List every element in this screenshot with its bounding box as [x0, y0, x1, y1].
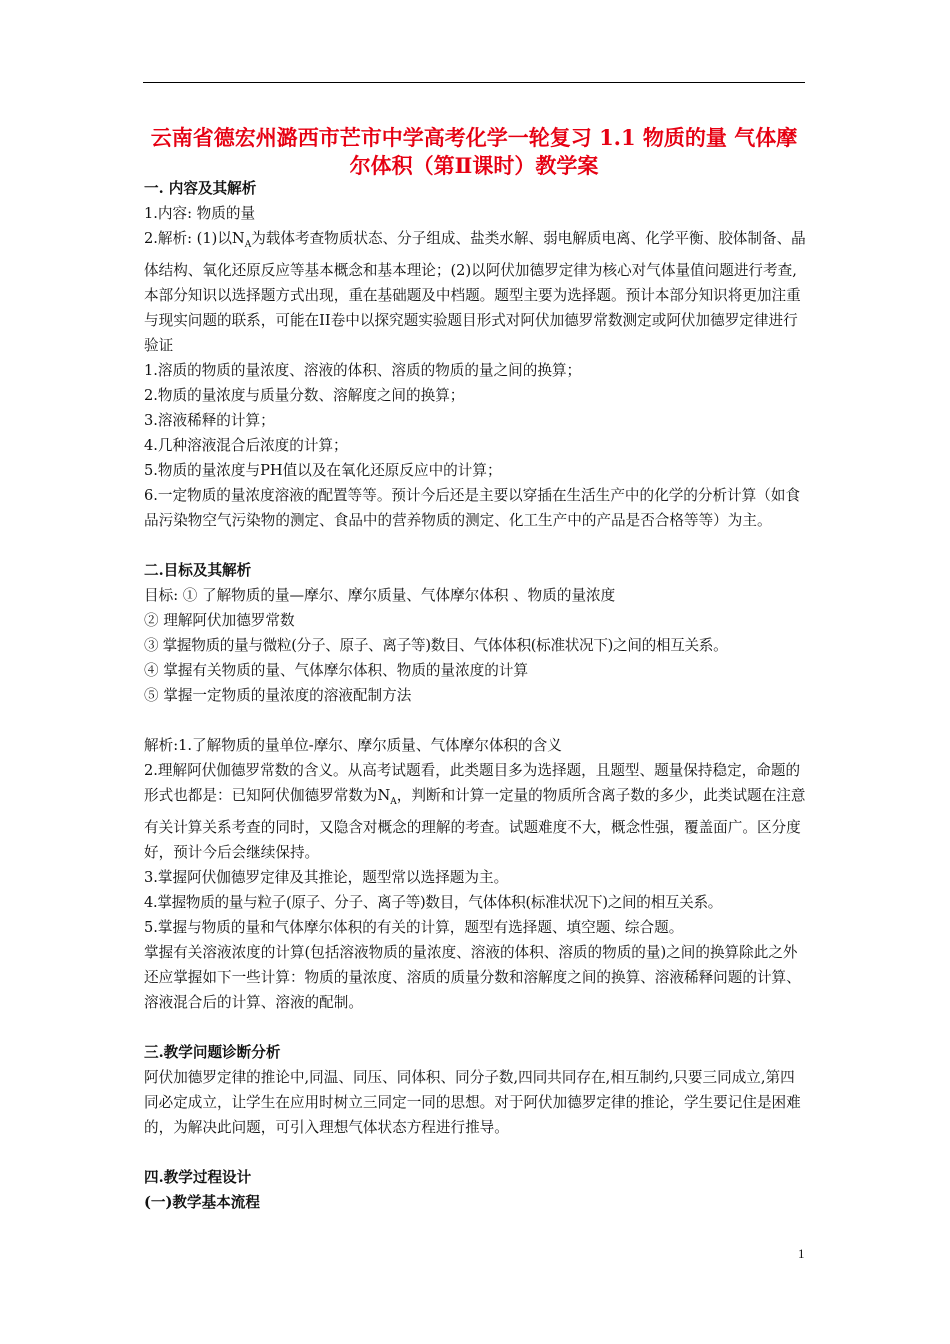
subsection-heading-flow: (一)教学基本流程: [144, 1193, 260, 1211]
goal-analysis-item: 解析:1.了解物质的量单位-摩尔、摩尔质量、气体摩尔体积的含义: [144, 736, 562, 754]
section-heading-diagnosis: 三.教学问题诊断分析: [144, 1043, 281, 1061]
goal-item: ③ 掌握物质的量与微粒(分子、原子、离子等)数目、气体体积(标准状况下)之间的相互关系。: [144, 636, 728, 654]
goal-item: ④ 掌握有关物质的量、气体摩尔体积、物质的量浓度的计算: [144, 661, 529, 679]
section-heading-content: 一. 内容及其解析: [144, 180, 257, 197]
goal-analysis-item: 3.掌握阿伏伽德罗定律及其推论，题型常以选择题为主。: [144, 868, 509, 886]
goal-analysis-item: 5.掌握与物质的量和气体摩尔体积的有关的计算，题型有选择题、填空题、综合题。: [144, 918, 684, 936]
goal-analysis-item: 掌握有关溶液浓度的计算(包括溶液物质的量浓度、溶液的体积、溶质的物质的量)之间的换算除此之外还应掌握如下一些计算：物质的量浓度、溶质的质量分数和溶解度之间的换算、溶液稀释问题的计算、溶液混合后的计算、溶液的配制。: [144, 943, 801, 1011]
goal-analysis-item: 4.掌握物质的量与粒子(原子、分子、离子等)数目，气体体积(标准状况下)之间的相互关系。: [144, 893, 723, 911]
section-heading-process: 四.教学过程设计: [144, 1168, 252, 1186]
goal-analysis-item: 2.理解阿伏伽德罗常数的含义。从高考试题看，此类题目多为选择题，且题型、题量保持稳定，命题的形式也都是：已知阿伏伽德罗常数为$N_A$，判断和计算一定量的物质所含离子数的多少，此类试题在注意有关计算关系考查的同时，又隐含对概念的理解的考查。试题难度不大，概念性强，覆盖面广。区分度好，预计今后会继续保持。: [144, 761, 806, 861]
document-body: [144, 176, 806, 1215]
list-item: 3.溶液稀释的计算；: [144, 411, 275, 429]
page-number: 1: [798, 1246, 805, 1261]
goal-item: ⑤ 掌握一定物质的量浓度的溶液配制方法: [144, 686, 412, 704]
list-item: 1.溶质的物质的量浓度、溶液的体积、溶质的物质的量之间的换算；: [144, 361, 582, 379]
document-title: 云南省德宏州潞西市芒市中学高考化学一轮复习 1.1 物质的量 气体摩尔体积（第Ⅱ课时）教学案: [150, 125, 798, 178]
list-item: 2.物质的量浓度与质量分数、溶解度之间的换算；: [144, 386, 465, 404]
analysis-paragraph: 2.解析: (1)以$N_A$为载体考查物质状态、分子组成、盐类水解、弱电解质电离、化学平衡、胶体制备、晶体结构、氧化还原反应等基本概念和基本理论；(2)以阿伏加德罗定律为核心对气体量值问题进行考查, 本部分知识以选择题方式出现，重在基础题及中档题。题型主要为选择题。预计本部分知识将更加注重与现实问题的联系，可能在II卷中以探究题实验题目形式对阿伏加德罗常数测定或阿伏加德罗定律进行验证: [144, 230, 806, 354]
list-item: 4.几种溶液混合后浓度的计算；: [144, 436, 348, 454]
header-rule: [143, 82, 805, 83]
list-item: 6.一定物质的量浓度溶液的配置等等。预计今后还是主要以穿插在生活生产中的化学的分析计算（如食品污染物空气污染物的测定、食品中的营养物质的测定、化工生产中的产品是否合格等等）为主。: [144, 486, 801, 529]
diagnosis-paragraph: 阿伏加德罗定律的推论中,同温、同压、同体积、同分子数,四同共同存在,相互制约,只要三同成立,第四同必定成立，让学生在应用时树立三同定一同的思想。对于阿伏加德罗定律的推论，学生要记住是困难的，为解决此问题，可引入理想气体状态方程进行推导。: [144, 1068, 801, 1136]
content-label: 1.内容: 物质的量: [144, 205, 256, 222]
goal-item: ② 理解阿伏加德罗常数: [144, 611, 295, 629]
list-item: 5.物质的量浓度与PH值以及在氧化还原反应中的计算；: [144, 461, 502, 479]
section-heading-goals: 二.目标及其解析: [144, 561, 252, 579]
goal-item: 目标: ① 了解物质的量—摩尔、摩尔质量、气体摩尔体积 、物质的量浓度: [144, 586, 616, 604]
